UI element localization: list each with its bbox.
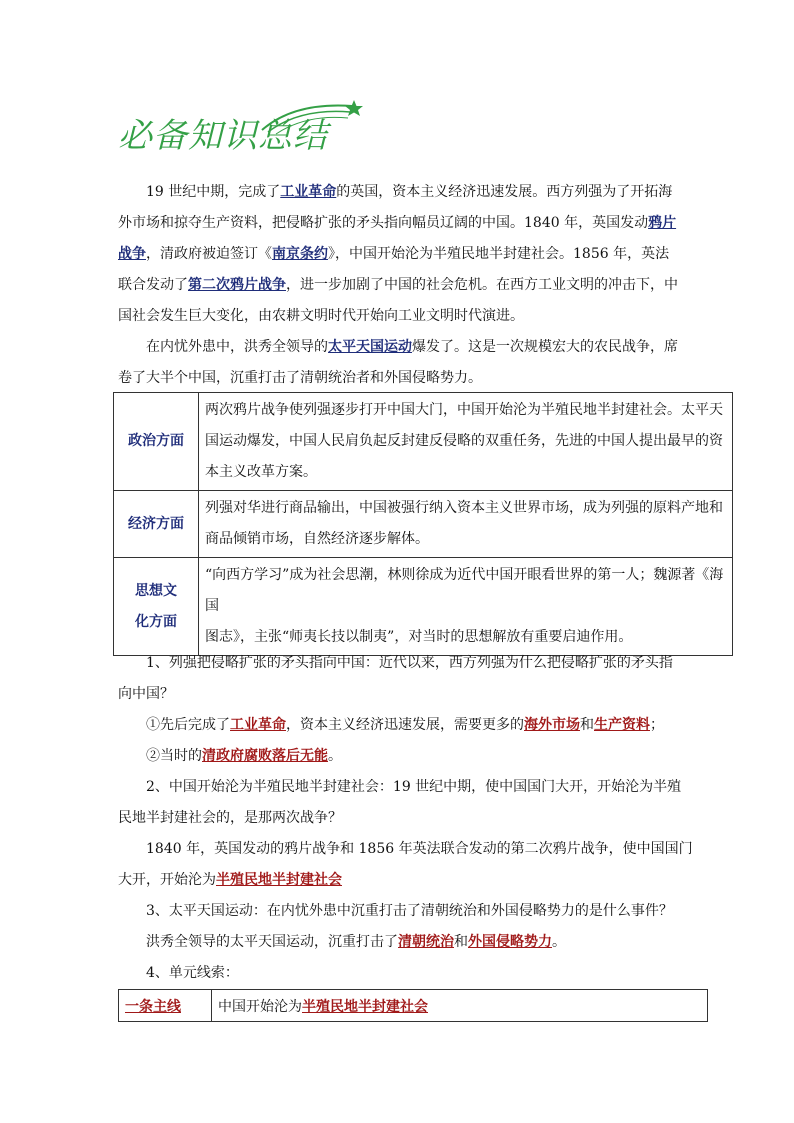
text-line: 卷了大半个中国，沉重打击了清朝统治者和外国侵略势力。 — [118, 370, 482, 386]
text-line — [118, 270, 678, 301]
answer-keyword: 生产资料 — [594, 717, 650, 733]
keyword: 南京条约 — [272, 246, 328, 262]
text: 大开，开始沦为 — [118, 872, 216, 888]
question-1-cont: 向中国？ — [118, 686, 174, 702]
text: ，进一步加剧了中国的社会危机。在西方工业文明的冲击下，中 — [286, 277, 678, 293]
text-line — [118, 332, 678, 363]
answer-1 — [118, 710, 678, 741]
text: 中国开始沦为 — [218, 998, 302, 1015]
answer-keyword: 半殖民地半封建社会 — [302, 998, 428, 1015]
row-content — [199, 558, 733, 656]
text: 爆发了。这是一次规模宏大的农民战争，席 — [412, 339, 678, 355]
answer-keyword: 清朝统治 — [398, 934, 454, 950]
keyword: 工业革命 — [280, 184, 337, 200]
aspects-table — [113, 392, 733, 656]
text-line: 化方面 — [135, 613, 177, 630]
keyword: 太平天国运动 — [328, 339, 412, 355]
question-1: 1、列强把侵略扩张的矛头指向中国：近代以来，西方列强为什么把侵略扩张的矛头指 — [146, 655, 673, 671]
question-2-cont: 民地半封建社会的，是那两次战争？ — [118, 810, 342, 826]
text: 联合发动了 — [118, 277, 188, 293]
keyword: 鸦片 — [648, 215, 677, 231]
text: 和 — [454, 934, 468, 950]
question-4: 4、单元线索： — [146, 965, 239, 981]
answer-2 — [118, 741, 678, 772]
table-row — [114, 393, 733, 491]
text: ①先后完成了 — [146, 717, 230, 733]
table-row — [114, 491, 733, 558]
text-line: 列强对华进行商品输出，中国被强行纳入资本主义世界市场，成为列强的原料产地和 — [205, 500, 723, 516]
text: 在内忧外患中，洪秀全领导的 — [146, 339, 328, 355]
text-line: 商品倾销市场，自然经济逐步解体。 — [205, 531, 429, 547]
text-line: 思想文 — [135, 582, 177, 599]
answer-3: 1840 年，英国发动的鸦片战争和 1856 年英法联合发动的第二次鸦片战争，使中国国门 — [146, 841, 693, 857]
page-title: 必备知识总结 — [118, 116, 328, 156]
answer-keyword: 外国侵略势力 — [468, 934, 552, 950]
row-content — [212, 990, 708, 1022]
text-line: 两次鸦片战争使列强逐步打开中国大门，中国开始沦为半殖民地半封建社会。太平天 — [205, 402, 723, 418]
text-line: 本主义改革方案。 — [205, 464, 317, 480]
row-header: 经济方面 — [114, 491, 199, 558]
section-header — [118, 96, 358, 158]
answer-keyword: 半殖民地半封建社会 — [216, 872, 342, 888]
text: ②当时的 — [146, 748, 202, 764]
answer-3-cont — [118, 865, 678, 896]
answer-keyword: 工业革命 — [230, 717, 286, 733]
text-line — [118, 177, 678, 208]
text: ，资本主义经济迅速发展，需要更多的 — [286, 717, 524, 733]
text-line — [118, 239, 678, 270]
text: ，清政府被迫签订《 — [146, 246, 272, 262]
intro-paragraph-2 — [118, 332, 678, 394]
answer-keyword: 海外市场 — [524, 717, 580, 733]
row-header: 政治方面 — [114, 393, 199, 491]
text: 的英国，资本主义经济迅速发展。西方列强为了开拓海 — [336, 184, 673, 200]
row-content — [199, 393, 733, 491]
text-line — [118, 208, 678, 239]
text: ； — [650, 717, 664, 733]
question-2: 2、中国开始沦为半殖民地半封建社会：19 世纪中期，使中国国门大开，开始沦为半殖 — [146, 779, 682, 795]
text: 》，中国开始沦为半殖民地半封建社会。1856 年，英法 — [328, 246, 670, 262]
text: 。 — [328, 748, 342, 764]
text: 19 世纪中期，完成了 — [146, 184, 281, 200]
text-line: “向西方学习”成为社会思潮，林则徐成为近代中国开眼看世界的第一人；魏源著《海国 — [205, 567, 724, 614]
table-row — [114, 558, 733, 656]
keyword: 战争 — [118, 246, 146, 262]
text-line: 国运动爆发，中国人民肩负起反封建反侵略的双重任务，先进的中国人提出最早的资 — [205, 433, 723, 449]
text: 洪秀全领导的太平天国运动，沉重打击了 — [146, 934, 398, 950]
row-content — [199, 491, 733, 558]
qa-section — [118, 648, 693, 989]
question-3: 3、太平天国运动：在内忧外患中沉重打击了清朝统治和外国侵略势力的是什么事件？ — [146, 903, 673, 919]
text: 和 — [580, 717, 594, 733]
keyword: 第二次鸦片战争 — [188, 277, 286, 293]
table-row — [119, 990, 708, 1022]
answer-keyword: 清政府腐败落后无能 — [202, 748, 328, 764]
answer-4 — [118, 927, 678, 958]
intro-paragraph-1 — [118, 177, 678, 332]
text: 外市场和掠夺生产资料，把侵略扩张的矛头指向幅员辽阔的中国。1840 年，英国发动 — [118, 215, 649, 231]
row-header: 一条主线 — [119, 990, 212, 1022]
text: 。 — [552, 934, 566, 950]
row-header — [114, 558, 199, 656]
text-line: 国社会发生巨大变化，由农耕文明时代开始向工业文明时代演进。 — [118, 308, 524, 324]
text-line: 图志》，主张“师夷长技以制夷”，对当时的思想解放有重要启迪作用。 — [205, 629, 633, 645]
summary-table — [118, 989, 708, 1022]
